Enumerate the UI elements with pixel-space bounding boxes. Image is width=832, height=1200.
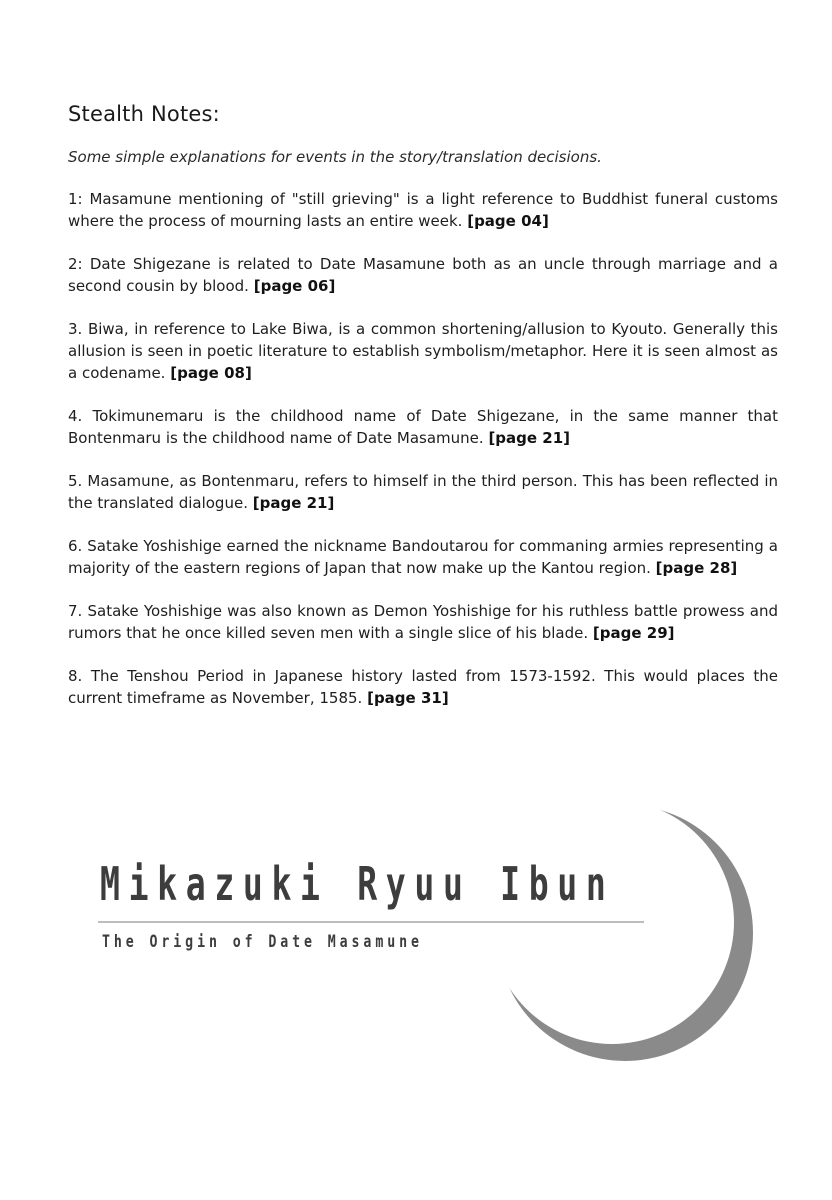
note-item-7 — [68, 600, 778, 644]
page-reference: [page 28] — [655, 559, 738, 577]
page-reference: [page 08] — [170, 364, 252, 382]
notes-subtitle: Some simple explanations for events in the story/translation decisions. — [68, 148, 602, 166]
page-reference: [page 04] — [467, 212, 549, 230]
note-text: 4. Tokimunemaru is the childhood name of Date Shigezane, in the same manner that Bontenmaru is the childhood name of Date Masamune. — [68, 407, 778, 447]
note-item-4 — [68, 405, 778, 449]
notes-title: Stealth Notes: — [68, 102, 220, 126]
logo-subtitle: The Origin of Date Masamune — [102, 932, 423, 952]
series-logo — [0, 790, 832, 1090]
page-reference: [page 29] — [592, 624, 675, 642]
page-reference: [page 21] — [252, 494, 335, 512]
logo-divider — [98, 921, 644, 923]
note-item-1 — [68, 188, 778, 232]
note-text: 2: Date Shigezane is related to Date Masamune both as an uncle through marriage and a second cousin by blood. — [68, 255, 778, 295]
stealth-notes-section — [68, 100, 778, 730]
page-reference: [page 31] — [367, 689, 449, 707]
note-item-5 — [68, 470, 778, 514]
note-text: 7. Satake Yoshishige was also known as Demon Yoshishige for his ruthless battle prowess and rumors that he once killed seven men with a single slice of his blade. — [68, 602, 778, 642]
note-text: 3. Biwa, in reference to Lake Biwa, is a common shortening/allusion to Kyouto. Generally this allusion is seen in poetic literature to establish symbolism/metaphor. Here it is seen almost as a codename. — [68, 320, 778, 382]
note-item-2 — [68, 253, 778, 297]
note-item-6 — [68, 535, 778, 579]
logo-title: Mikazuki Ryuu Ibun — [100, 857, 615, 911]
note-text: 5. Masamune, as Bontenmaru, refers to himself in the third person. This has been reflected in the translated dialogue. — [68, 472, 778, 512]
page-reference: [page 06] — [253, 277, 336, 295]
note-item-8 — [68, 665, 778, 709]
note-text: 6. Satake Yoshishige earned the nickname Bandoutarou for commaning armies representing a majority of the eastern regions of Japan that now make up the Kantou region. — [68, 537, 778, 577]
page-reference: [page 21] — [488, 429, 571, 447]
note-list — [68, 188, 778, 709]
note-text: 1: Masamune mentioning of "still grieving" is a light reference to Buddhist funeral customs where the process of mourning lasts an entire week. — [68, 190, 778, 230]
note-item-3 — [68, 318, 778, 384]
note-text: 8. The Tenshou Period in Japanese history lasted from 1573-1592. This would places the current timeframe as November, 1585. — [68, 667, 778, 707]
